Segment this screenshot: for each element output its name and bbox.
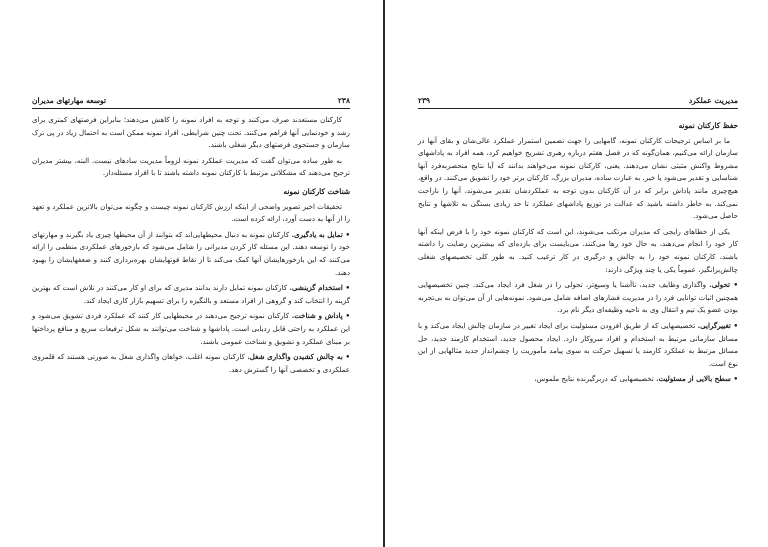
right-page (418, 0, 738, 547)
left-page-header (32, 94, 350, 108)
bullet-lead: • تغییرگرایی. (697, 320, 739, 330)
bullet-paragraph (32, 351, 350, 376)
bullet-lead: • تمایل به یادگیری. (291, 229, 350, 239)
right-header-rule (418, 108, 738, 109)
body-paragraph: یکی از خطاهای رایجی که مدیران مرتکب می‌شوند، این است که کارکنان نمونه خود را با فرض اینکه آنها کار خود را انجام می‌دهند، به حال خود رها می‌کنند. می‌بایست برای بازده‌ای که بیشترین رضایت را داشته باشند، کارکنان نمونه خود را به چالش و درگیری در کار ترغیب کنید. به طور کلی تخصیصهای شغلی چالش‌برانگیز، عموماً یکی یا چند ویژگی دارند: (418, 226, 738, 274)
left-page-number: ۲۳۸ (337, 96, 350, 105)
right-running-title: مدیریت عملکرد (688, 96, 738, 105)
bullet-paragraph (32, 229, 350, 279)
left-page-body (32, 114, 350, 379)
page-gutter (383, 0, 385, 547)
body-paragraph: کارکنان مستعدند صرف می‌کنند و توجه به افراد نمونه را کاهش می‌دهند؛ بنابراین فرصتهای کمتری برای رشد و خودنمایی آنها فراهم می‌کنند. تحت چنین شرایطی، افراد نمونه ممکن است به احتمال زیاد در پی ترک سازمان و جستجوی فرصتهای دیگر شغلی باشند. (32, 115, 350, 150)
bullet-lead: • استخدام گزینشی. (289, 283, 350, 293)
bullet-paragraph (32, 310, 350, 348)
left-running-title: توسعه مهارتهای مدیران (32, 96, 106, 105)
bullet-text: کارکنان نمونه به دنبال محیطهایی‌اند که بتوانند از آن محیطها چیزی یاد بگیرند و مهارتهای خود را توسعه دهند. این مسئله کار کردن مدیرانی را شامل می‌شود که بازخورهای عملکردی منظمی را ارائه می‌کنند که این بازخورهایشان آنها کمک می‌کند تا از نقاط قوتهایشان بهره‌برداری کنند و ضعفهایشان را بهبود دهند. (32, 229, 350, 277)
bullet-text: کارکنان نمونه اغلب، خواهان واگذاری شغل به صورتی هستند که قلمروی عملکردی و تخصصی آنها را گسترش دهد. (32, 352, 350, 374)
bullet-paragraph (418, 279, 738, 317)
bullet-lead: • تحولی. (709, 280, 738, 290)
right-page-header (418, 94, 738, 108)
right-page-body (418, 114, 738, 389)
body-paragraph: ما بر اساس ترجیحات کارکنان نمونه، گامهایی را جهت تضمین استمرار عملکرد عالی‌شان و بقای آنها در سازمان ارائه می‌کنیم، همان‌گونه که در فصل هفتم درباره رهبری تشریح خواهیم کرد، همه افراد به پاداشهای مشروط واکنش مثبتی نشان می‌دهند. یعنی، کارکنان نمونه می‌خواهند بدانند که آیا نتایج منحصربه‌فرد آنها شناسایی و تقدیر می‌شود یا خیر. به عبارت ساده، مدیران بزرگ، کارکنان برتر خود را تشویق می‌کنند. در واقع، هیچ‌چیزی مانند پاداش برابر که در آن کارکنان بدون توجه به عملکردشان تقدیر می‌شوند، آنها را ناراحت نمی‌کند. به خاطر داشته باشید که عدالت در توزیع پاداشهای عملکرد تا حد زیادی بستگی به تلاشها و نتایج حاصل می‌شود. (418, 135, 738, 221)
left-page (32, 0, 350, 547)
bullet-text: تخصیصهایی که از طریق افزودن مسئولیت برای ایجاد تغییر در سازمان چالش ایجاد می‌کند و با مسائل سازمانی مرتبط به استخدام و افراد سروکار دارد. ایجاد محصول جدید، استخدام کارمند جدید، حل مسائل مرتبط به عملکرد کارمند یا تسهیل حرکت به سوی پیامد مأموریت را چشم‌انداز جدید مثالهایی از این نوع است. (418, 320, 738, 368)
left-header-rule (32, 108, 350, 109)
bullet-paragraph (32, 282, 350, 307)
bullet-text: کارکنان نمونه ترجیح می‌دهند در محیطهایی کار کنند که عملکرد فردی تشویق می‌شود و این عملکرد به راحتی قابل ردیابی است. پاداشها و شناخت می‌توانند به شکل ترفیعات سریع و منافع پرداختها بر مبنای عملکرد و تشویق و شناخت عمومی باشند. (32, 311, 350, 346)
right-page-number: ۲۳۹ (418, 96, 431, 105)
bullet-lead: • به چالش کشیدن واگذاری شغل. (247, 352, 350, 362)
bullet-lead: • سطح بالایی از مسئولیت. (656, 374, 738, 384)
bullet-paragraph (418, 373, 738, 386)
bullet-paragraph (418, 320, 738, 370)
body-paragraph: تحقیقات اخیر تصویر واضحی از اینکه ارزش کارکنان نمونه چیست و چگونه می‌توان بالاترین عملکرد و تعهد را از آنها به دست آورد، ارائه کرده است. (32, 201, 350, 224)
bullet-lead: • پاداش و شناخت. (291, 311, 350, 321)
body-paragraph: به طور ساده می‌توان گفت که مدیریت عملکرد نمونه لزوماً مدیریت سادهای نیست. البته، بیشتر مدیران ترجیح می‌دهند که مشکلاتی مرتبط با کارکنان نمونه داشته باشند تا با افراد مسئله‌دار. (32, 155, 350, 178)
section-heading: حفظ کارکنان نمونه (678, 121, 738, 130)
bullet-text: واگذاری وظایف جدید، ناآشنا یا وسیع‌تر، تحولی را در شغل فرد ایجاد می‌کند. چنین تخصیصهایی همچنین اثبات توانایی فرد را در مدیریت فشارهای اضافه شامل می‌شود. نمونه‌هایی از آن می‌توان به بی‌تجربه بودن عضو یک تیم و انتقال وی به ناحیه وظیفه‌ای دیگر نام برد. (418, 280, 738, 315)
bullet-text: تخصیصهایی که دربرگیرنده نتایج ملموس، (534, 374, 657, 384)
section-heading: شناخت کارکنان نمونه (283, 186, 350, 196)
bullet-text: کارکنان نمونه تمایل دارند بدانند مدیری که برای او کار می‌کنند در تلاش است که بهترین گزینه را انتخاب کند و گروهی از افراد مستعد و بالنگیزه را برای تسهیم بازار کاری ایجاد کند. (32, 283, 350, 305)
